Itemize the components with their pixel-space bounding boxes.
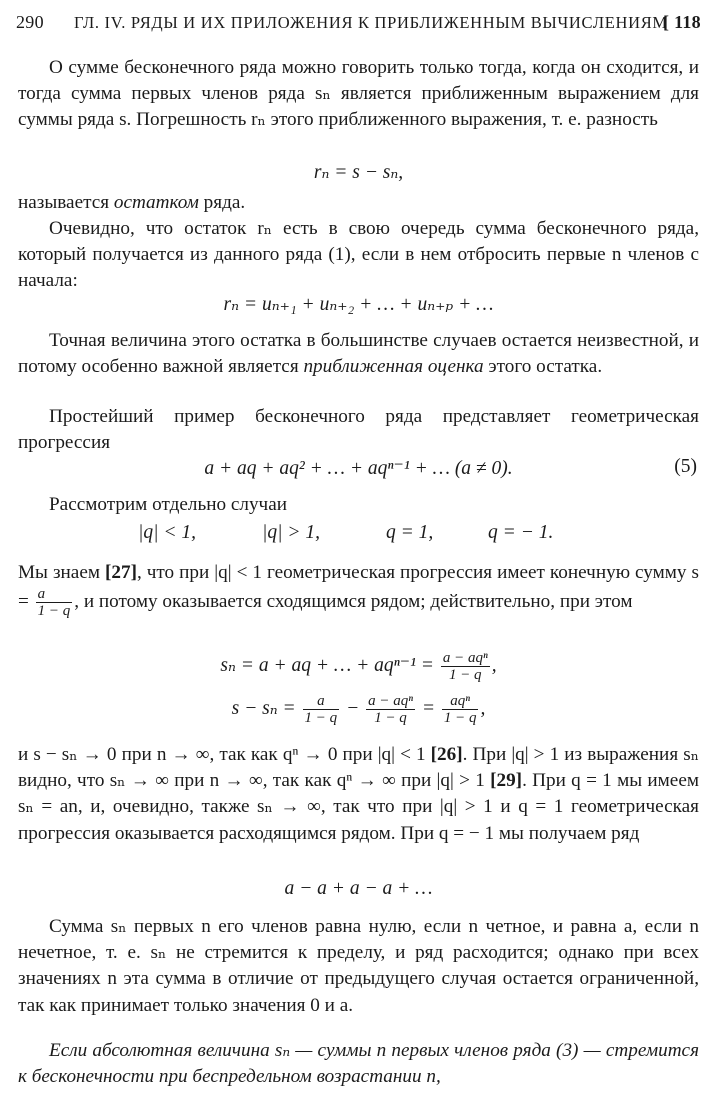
text-segment: ряда.	[198, 192, 246, 213]
equation-text: =	[416, 697, 440, 719]
equation-text: −	[341, 697, 365, 719]
case-item: |q| < 1,	[138, 522, 197, 543]
fraction-numerator: a	[37, 586, 46, 603]
paragraph-geometric-example: Простейший пример бесконечного ряда представляет геометрическая прогрессия	[18, 406, 699, 454]
paragraph-convergent-case	[18, 560, 699, 619]
reference-29: [29]	[490, 770, 523, 792]
text-segment: . При q = 1 мы имеем sₙ = an, и, очевидно, также sₙ → ∞, так что при |q| > 1 и q = 1 геометрическая прогрессия оказывается расходящимся рядом. При q = − 1 мы получаем ряд	[18, 770, 699, 844]
equation-text: s − sₙ =	[231, 697, 301, 719]
text-segment: , что при |q| < 1 геометрическая прогрессия имеет конечную сумму s =	[18, 562, 699, 613]
equation-partial-sum	[0, 650, 717, 683]
equation-alternating-series: a − a + a − a + …	[284, 878, 433, 899]
section-number: [ 118	[662, 12, 701, 32]
text-segment: , и потому оказывается сходящимся рядом; действительно, при этом	[74, 591, 633, 613]
fraction-term	[442, 693, 479, 726]
paragraph-remainder-name	[18, 190, 699, 216]
fraction-denominator: 1 − q	[304, 710, 338, 726]
case-item: q = 1,	[386, 522, 434, 543]
equation-number: (5)	[674, 456, 697, 477]
text-segment: . При |q| > 1 из выражения sₙ видно, что sₙ → ∞ при n → ∞, так как qⁿ → ∞ при |q| > 1	[18, 744, 699, 792]
running-header	[16, 12, 701, 38]
fraction-denominator: 1 − q	[366, 709, 415, 726]
fraction-partial-sum	[441, 650, 490, 683]
paragraph-bounded-sum: Сумма sₙ первых n его членов равна нулю, если n четное, и равна a, если n нечетное, т. е. sₙ не стремится к пределу, и ряд расходится; однако при всех значениях n эта сумма в отличие от предыдущего случая остается ограниченной, так как принимает только значения 0 и a.	[18, 916, 699, 1016]
equation-series-remainder: rₙ = uₙ₊₁ + uₙ₊₂ + … + uₙ₊ₚ + …	[223, 294, 494, 315]
text-segment: называется	[18, 192, 114, 213]
paragraph-divergent-case	[18, 742, 699, 847]
reference-26: [26]	[430, 744, 463, 765]
text-segment: и s − sₙ → 0 при n → ∞, так как qⁿ → 0 при |q| < 1	[18, 744, 431, 765]
equation-remainder: rₙ = s − sₙ,	[313, 162, 404, 183]
paragraph-infinite-limit: Если абсолютная величина sₙ — суммы n первых членов ряда (3) — стремится к бесконечности при беспредельном возрастании n,	[18, 1040, 699, 1088]
paragraph-estimate	[18, 328, 699, 380]
fraction-denominator: 1 − q	[441, 666, 490, 683]
equation-remainder-difference	[0, 693, 717, 726]
equation-text: ,	[491, 654, 497, 676]
term-approximate-estimate: приближенная оценка	[303, 356, 484, 378]
text-segment: Мы знаем	[18, 562, 105, 583]
case-item: |q| > 1,	[262, 522, 321, 543]
fraction-denominator: 1 − q	[37, 603, 71, 620]
term-remainder: остатком	[113, 192, 199, 213]
fraction-term	[303, 693, 340, 726]
case-item: q = − 1.	[488, 522, 554, 543]
text-segment: Точная величина этого остатка в большинстве случаев остается неизвестной, и потому особенно важной является	[18, 330, 699, 378]
fraction-numerator: aqⁿ	[450, 693, 471, 709]
paragraph-sum-approximation: О сумме бесконечного ряда можно говорить только тогда, когда он сходится, и тогда сумма первых членов ряда sₙ является приближенным выражением для суммы ряда s. Погрешность rₙ этого приближенного выражения, т. е. разность	[18, 57, 699, 131]
equation-text: ,	[480, 697, 486, 719]
equation-geometric-series: a + aq + aq² + … + aqⁿ⁻¹ + … (a ≠ 0).	[204, 458, 513, 479]
chapter-title: ГЛ. IV. РЯДЫ И ИХ ПРИЛОЖЕНИЯ К ПРИБЛИЖЕННЫМ ВЫЧИСЛЕНИЯМ	[74, 13, 668, 32]
fraction-numerator: a − aqⁿ	[442, 650, 488, 666]
paragraph-remainder-series: Очевидно, что остаток rₙ есть в свою очередь сумма бесконечного ряда, который получается из данного ряда (1), если в нем отбросить первые n членов с начала:	[18, 218, 699, 292]
text-segment: этого остатка.	[483, 356, 603, 378]
fraction-sum	[36, 586, 73, 619]
fraction-numerator: a − aqⁿ	[368, 693, 413, 709]
fraction-denominator: 1 − q	[443, 710, 477, 726]
fraction-term	[366, 693, 415, 726]
equation-text: sₙ = a + aq + … + aqⁿ⁻¹ =	[220, 654, 439, 676]
paragraph-cases-intro: Рассмотрим отдельно случаи	[49, 494, 287, 515]
reference-27: [27]	[105, 562, 137, 583]
fraction-numerator: a	[317, 693, 325, 709]
page-number: 290	[16, 12, 44, 32]
